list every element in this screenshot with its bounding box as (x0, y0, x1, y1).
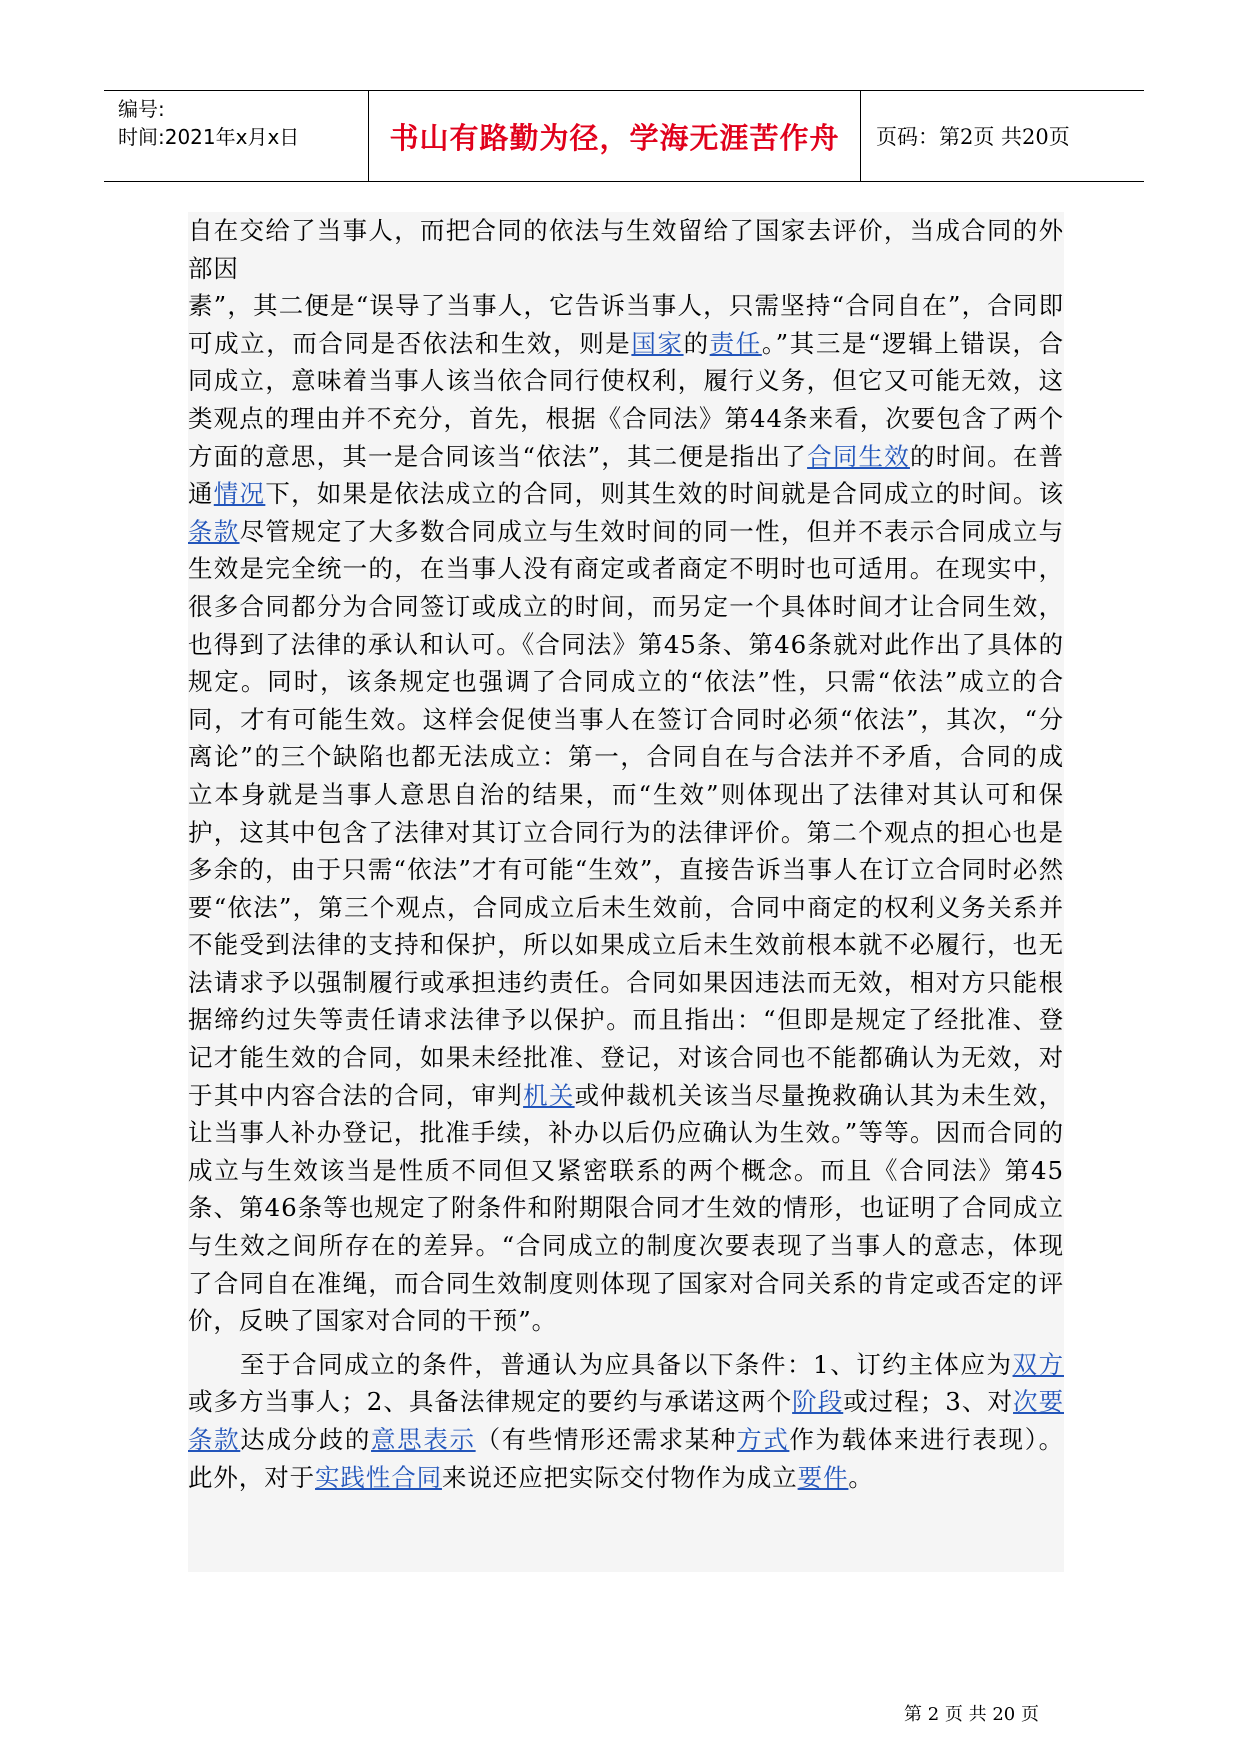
term-link[interactable]: 实践性合同 (315, 1462, 442, 1492)
page-footer: 第 2 页 共 20 页 (904, 1704, 1039, 1725)
time-label: 时间:2021年x月x日 (118, 125, 300, 149)
text-segment: 下，如果是依法成立的合同，则其生效的时间就是合同成立的时间。该 (265, 479, 1064, 509)
term-link[interactable]: 国家 (631, 328, 684, 358)
term-link[interactable]: 合同生效 (807, 441, 910, 471)
document-body (188, 212, 1064, 1572)
text-segment: 至于合同成立的条件，普通认为应具备以下条件：1、订约主体应为 (240, 1349, 1013, 1379)
term-link[interactable]: 双方 (1012, 1349, 1064, 1379)
header-meta (118, 95, 299, 151)
term-link[interactable]: 意思表示 (371, 1425, 476, 1454)
text-segment: 作为载体来进行表现）。此外，对于 (188, 1425, 1064, 1492)
text-segment: 来说还应把实际交付物作为成立 (442, 1462, 798, 1492)
text-segment: 。 (848, 1462, 874, 1492)
header-motto: 书山有路勤为径，学海无涯苦作舟 (389, 120, 840, 155)
text-segment: 的时间。在普通 (188, 441, 1064, 509)
text-segment: 达成分歧的 (240, 1425, 372, 1454)
text-segment: 尽管规定了大多数合同成立与生效时间的同一性，但并不表示合同成立与生效是完全统一的，在当事人没有商定或者商定不明时也可适用。在现实中，很多合同都分为合同签订或成立的时间，而另定一个具体时间才让合同生效，也得到了法律的承认和认可。《合同法》第45条、第46条就对此作出了具体的规定。同时，该条规定也强调了合同成立的“依法”性，只需“依法”成立的合同，才有可能生效。这样会促使当事人在签订合同时必须“依法”，其次，“分离论”的三个缺陷也都无法成立：第一，合同自在与合法并不矛盾，合同的成立本身就是当事人意思自治的结果，而“生效”则体现出了法律对其认可和保护，这其中包含了法律对其订立合同行为的法律评价。第二个观点的担心也是多余的，由于只需“依法”才有可能“生效”，直接告诉当事人在订立合同时必然要“依法”，第三个观点，合同成立后未生效前，合同中商定的权利义务关系并不能受到法律的支持和保护，所以如果成立后未生效前根本就不必履行，也无法请求予以强制履行或承担违约责任。合同如果因违法而无效，相对方只能根据缔约过失等责任请求法律予以保护。而且指出：“但即是规定了经批准、登记才能生效的合同，如果未经批准、登记，对该合同也不能都确认为无效，对于其中内容合法的合同，审判 (188, 516, 1064, 1110)
text-segment: 的 (683, 328, 710, 358)
text-segment: 素”，其二便是“误导了当事人，它告诉当事人，只需坚持“合同自在”，合同即可成立，而合同是否依法和生效，则是 (188, 291, 1064, 358)
text-segment: 或过程；3、对 (843, 1387, 1014, 1417)
text-segment: （有些情形还需求某种 (475, 1425, 738, 1454)
header-divider (860, 91, 861, 181)
paragraph-1 (188, 212, 1064, 1340)
term-link[interactable]: 要件 (797, 1462, 849, 1492)
paragraph-2 (188, 1346, 1064, 1496)
term-link[interactable]: 方式 (737, 1425, 790, 1454)
header-page-code: 页码：第2页 共20页 (876, 125, 1070, 149)
serial-number-label: 编号: (118, 97, 165, 121)
term-link[interactable]: 责任 (709, 328, 762, 358)
page-header (104, 90, 1144, 182)
term-link[interactable]: 机关 (523, 1080, 575, 1110)
term-link[interactable]: 次要条款 (188, 1387, 1064, 1454)
text-segment: 自在交给了当事人，而把合同的依法与生效留给了国家去评价，当成合同的外部因 (188, 216, 1064, 283)
term-link[interactable]: 条款 (188, 516, 240, 546)
text-segment: 或多方当事人；2、具备法律规定的要约与承诺这两个 (188, 1387, 793, 1417)
term-link[interactable]: 阶段 (792, 1387, 844, 1417)
term-link[interactable]: 情况 (213, 479, 266, 509)
text-segment: 或仲裁机关该当尽量挽救确认其为未生效，让当事人补办登记，批准手续，补办以后仍应确认为生效。”等等。因而合同的成立与生效该当是性质不同但又紧密联系的两个概念。而且《合同法》第45条、第46条等也规定了附条件和附期限合同才生效的情形，也证明了合同成立与生效之间所存在的差异。“合同成立的制度次要表现了当事人的意志，体现了合同自在准绳，而合同生效制度则体现了国家对合同关系的肯定或否定的评价，反映了国家对合同的干预”。 (188, 1080, 1064, 1336)
text-segment: 。”其三是“逻辑上错误，合同成立，意味着当事人该当依合同行使权利，履行义务，但它又可能无效，这类观点的理由并不充分，首先，根据《合同法》第44条来看，次要包含了两个方面的意思，其一是合同该当“依法”，其二便是指出了 (188, 328, 1065, 471)
